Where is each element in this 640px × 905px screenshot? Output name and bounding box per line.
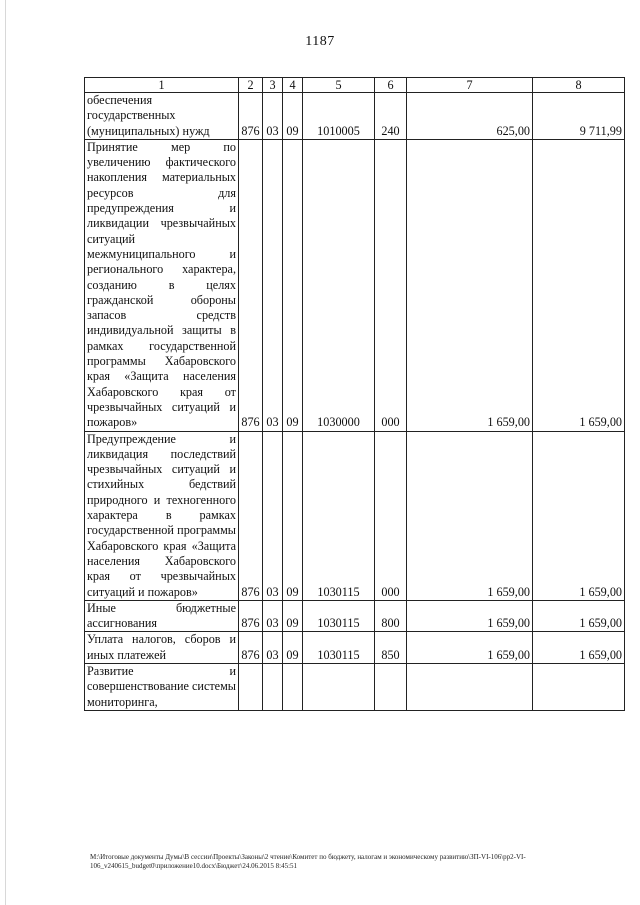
cell-col6: 240 <box>375 93 407 140</box>
column-header: 1 <box>85 78 239 93</box>
cell-col8: 1 659,00 <box>533 632 625 664</box>
cell-col7: 625,00 <box>407 93 533 140</box>
cell-col8: 1 659,00 <box>533 600 625 632</box>
cell-col5: 1030000 <box>303 139 375 431</box>
column-header: 6 <box>375 78 407 93</box>
row-name: Развитие и совершенствование системы мониторинга, <box>85 663 239 710</box>
cell-col3: 03 <box>263 139 283 431</box>
column-header: 8 <box>533 78 625 93</box>
cell-col3: 03 <box>263 632 283 664</box>
cell-col7: 1 659,00 <box>407 431 533 600</box>
cell-col3: 03 <box>263 431 283 600</box>
cell-col5 <box>303 663 375 710</box>
cell-col2: 876 <box>239 632 263 664</box>
file-path-footer: M:\Итоговые документы Думы\В сессии\Проекты\Законы\2 чтение\Комитет по бюджету, налогам и экономическому развитию\ЗП-VI-106\pp2-VI-106_v240615_budget0\приложение10.docx\Бюджет\24.06.2015 8:45:51 <box>90 853 526 870</box>
table-row <box>85 600 625 632</box>
cell-col6: 000 <box>375 431 407 600</box>
cell-col4: 09 <box>283 632 303 664</box>
column-header: 7 <box>407 78 533 93</box>
column-header: 4 <box>283 78 303 93</box>
header-row <box>85 78 625 93</box>
cell-col4 <box>283 663 303 710</box>
cell-col7: 1 659,00 <box>407 632 533 664</box>
table-row <box>85 632 625 664</box>
table-row <box>85 663 625 710</box>
cell-col4: 09 <box>283 93 303 140</box>
row-name: обеспечения государственных (муниципальных) нужд <box>85 93 239 140</box>
page-number: 1187 <box>305 34 335 49</box>
cell-col8: 9 711,99 <box>533 93 625 140</box>
cell-col4: 09 <box>283 431 303 600</box>
cell-col7: 1 659,00 <box>407 139 533 431</box>
cell-col2: 876 <box>239 93 263 140</box>
row-name: Иные бюджетные ассигнования <box>85 600 239 632</box>
cell-col5: 1010005 <box>303 93 375 140</box>
cell-col3: 03 <box>263 600 283 632</box>
cell-col8: 1 659,00 <box>533 139 625 431</box>
cell-col3: 03 <box>263 93 283 140</box>
row-name: Уплата налогов, сборов и иных платежей <box>85 632 239 664</box>
cell-col6: 800 <box>375 600 407 632</box>
cell-col5: 1030115 <box>303 600 375 632</box>
table-row <box>85 139 625 431</box>
cell-col2: 876 <box>239 600 263 632</box>
cell-col6: 000 <box>375 139 407 431</box>
cell-col2: 876 <box>239 139 263 431</box>
column-header: 5 <box>303 78 375 93</box>
budget-table <box>84 77 625 711</box>
cell-col2 <box>239 663 263 710</box>
cell-col6 <box>375 663 407 710</box>
cell-col8: 1 659,00 <box>533 431 625 600</box>
cell-col5: 1030115 <box>303 431 375 600</box>
cell-col6: 850 <box>375 632 407 664</box>
cell-col5: 1030115 <box>303 632 375 664</box>
row-name: Принятие мер по увеличению фактического накопления материальных ресурсов для предупреждения и ликвидации чрезвычайных ситуаций межмуниципального и регионального характера, созданию в целях гражданской обороны запасов средств индивидуальной защиты в рамках государственной программы Хабаровского края «Защита населения Хабаровского края от чрезвычайных ситуаций и пожаров» <box>85 139 239 431</box>
cell-col7 <box>407 663 533 710</box>
page-edge <box>5 0 6 905</box>
column-header: 2 <box>239 78 263 93</box>
table-row <box>85 93 625 140</box>
column-header: 3 <box>263 78 283 93</box>
cell-col8 <box>533 663 625 710</box>
cell-col7: 1 659,00 <box>407 600 533 632</box>
cell-col3 <box>263 663 283 710</box>
cell-col4: 09 <box>283 139 303 431</box>
row-name: Предупреждение и ликвидация последствий чрезвычайных ситуаций и стихийных бедствий природного и техногенного характера в рамках государственной программы Хабаровского края «Защита населения Хабаровского края от чрезвычайных ситуаций и пожаров» <box>85 431 239 600</box>
cell-col4: 09 <box>283 600 303 632</box>
cell-col2: 876 <box>239 431 263 600</box>
table-row <box>85 431 625 600</box>
